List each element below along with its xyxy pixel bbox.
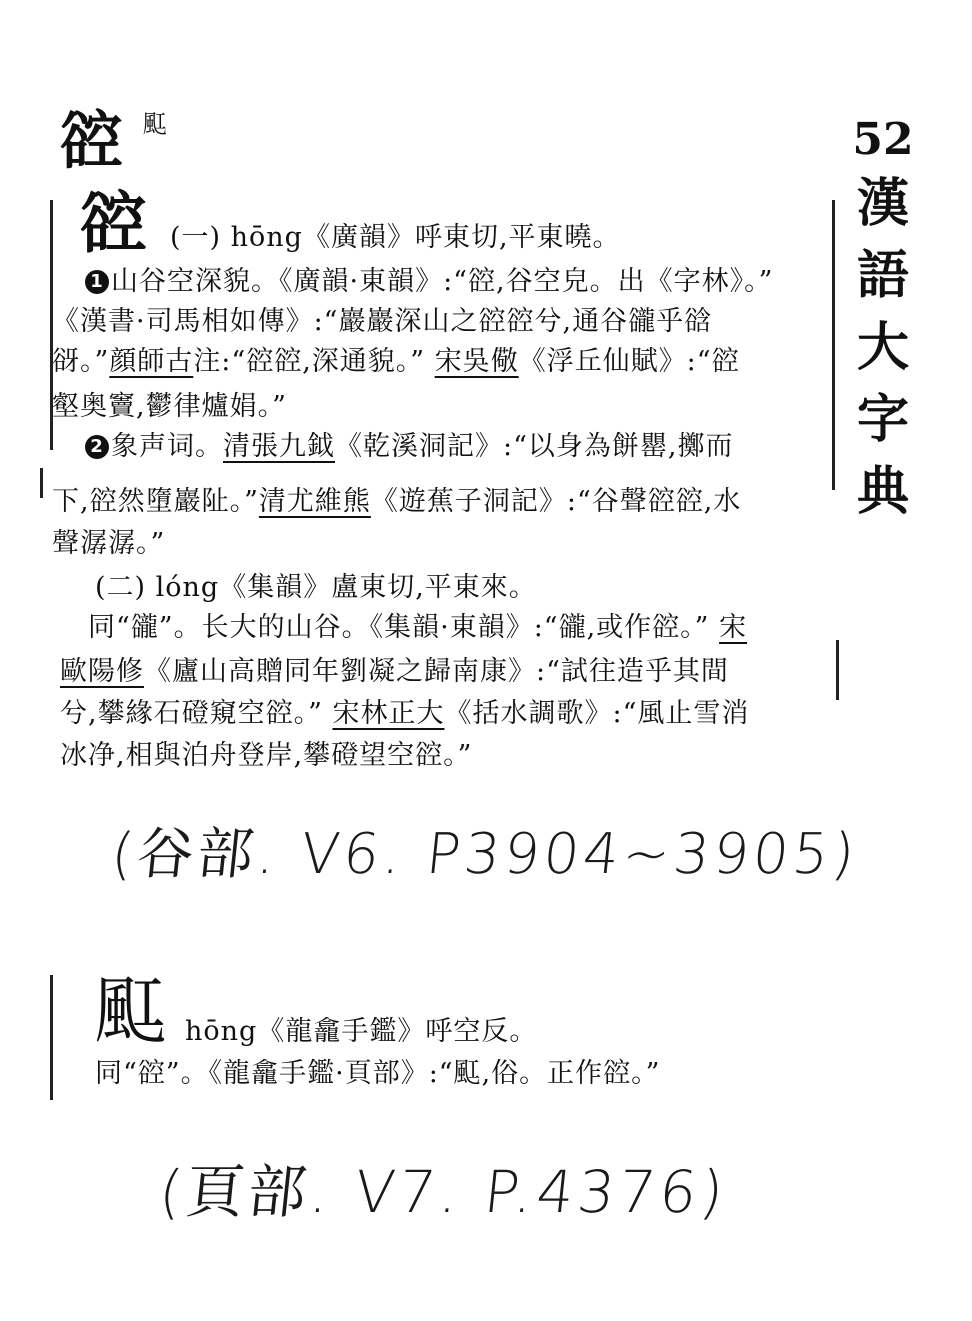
line-text: 《廬山高贈同年劉凝之歸南康》:“試往造乎其間 [144,656,729,687]
line-text: 《遊蕉子洞記》:“谷聲谾谾,水 [370,486,742,517]
proper-name-underlined: 清尤維熊 [258,486,371,517]
line-text: 《浮丘仙賦》:“谾 [518,346,740,377]
header-variant-char: 䫹 [143,110,167,138]
line-text: 谺。” [52,346,110,377]
line-text: (二) lóng《集韻》盧東切,平東來。 [95,572,537,603]
line-text: (一) hōng《廣韻》呼東切,平東曉。 [170,222,621,253]
clip-edge-right [836,640,839,700]
line-text: 兮,攀緣石磴窺空谾。” [60,698,333,729]
line-text: 下,谾然墮巖阯。” [52,486,259,517]
line-text: 象声词。 [111,431,223,462]
proper-name-underlined: 顔師古 [109,346,194,377]
line-text: 《漢書·司馬相如傳》:“巖巖深山之谾谾兮,通谷豅乎谽 [52,306,713,337]
line-text: 冰净,相與泊舟登岸,攀磴望空谾。” [60,740,473,771]
side-title-char: 漢 [856,173,909,234]
line-text: 壑奥竇,鬱律爐娟。” [52,391,287,422]
definition-line [170,224,621,251]
sense-number-badge: 2 [85,435,109,459]
entry2-headword: 䫹 [95,969,168,1053]
clip-edge-right [832,200,835,490]
page-number: 52 [852,114,914,165]
proper-name-underlined: 宋林正大 [332,698,445,729]
proper-name-underlined: 宋吳儆 [434,346,519,377]
entry1-headword: 谾 [80,184,146,262]
clip-edge-left [50,975,53,1100]
definition-line [60,700,749,727]
definition-line [52,308,712,335]
side-title-char: 語 [856,245,909,306]
header-main-char: 谾 [60,104,123,177]
proper-name-underlined: 宋 [719,612,748,643]
line-text: 《括水調歌》:“風止雪消 [444,698,750,729]
definition-line [52,530,165,557]
proper-name-underlined: 歐陽修 [60,656,144,687]
definition-line [185,1018,537,1045]
definition-line [60,658,729,685]
handwritten-reference-1: (谷部. V6. P3904~3905) [108,822,862,887]
definition-line [85,268,773,295]
line-text: 聲潺潺。” [52,528,166,559]
line-text: hōng《龍龕手鑑》呼空反。 [185,1016,538,1047]
definition-line [52,488,741,515]
line-text: 同“谾”。《龍龕手鑑·頁部》:“䫹,俗。正作谾。” [95,1058,661,1089]
definition-line [85,433,733,460]
side-title-char: 字 [856,389,909,450]
definition-line [95,1060,660,1087]
definition-line [95,574,537,601]
proper-name-underlined: 清張九鉞 [223,431,335,462]
definition-line [88,614,747,641]
handwritten-reference-2: (頁部. V7. P.4376) [155,1158,731,1226]
line-text: 《乾溪洞記》:“以身為餅罌,擲而 [335,431,734,462]
line-text: 山谷空深貌。《廣韻·東韻》:“谾,谷空皃。出《字林》。” [111,266,774,297]
side-title-char: 大 [856,317,909,378]
side-title-char: 典 [856,461,909,522]
side-title [848,112,918,528]
clip-edge-left [40,468,43,498]
definition-line [60,742,472,769]
definition-line [52,393,287,420]
definition-line [52,348,740,375]
sense-number-badge: 1 [85,270,109,294]
line-text: 同“豅”。长大的山谷。《集韻·東韻》:“豅,或作谾。” [88,612,720,643]
line-text: 注:“谾谾,深通貌。” [193,346,435,377]
